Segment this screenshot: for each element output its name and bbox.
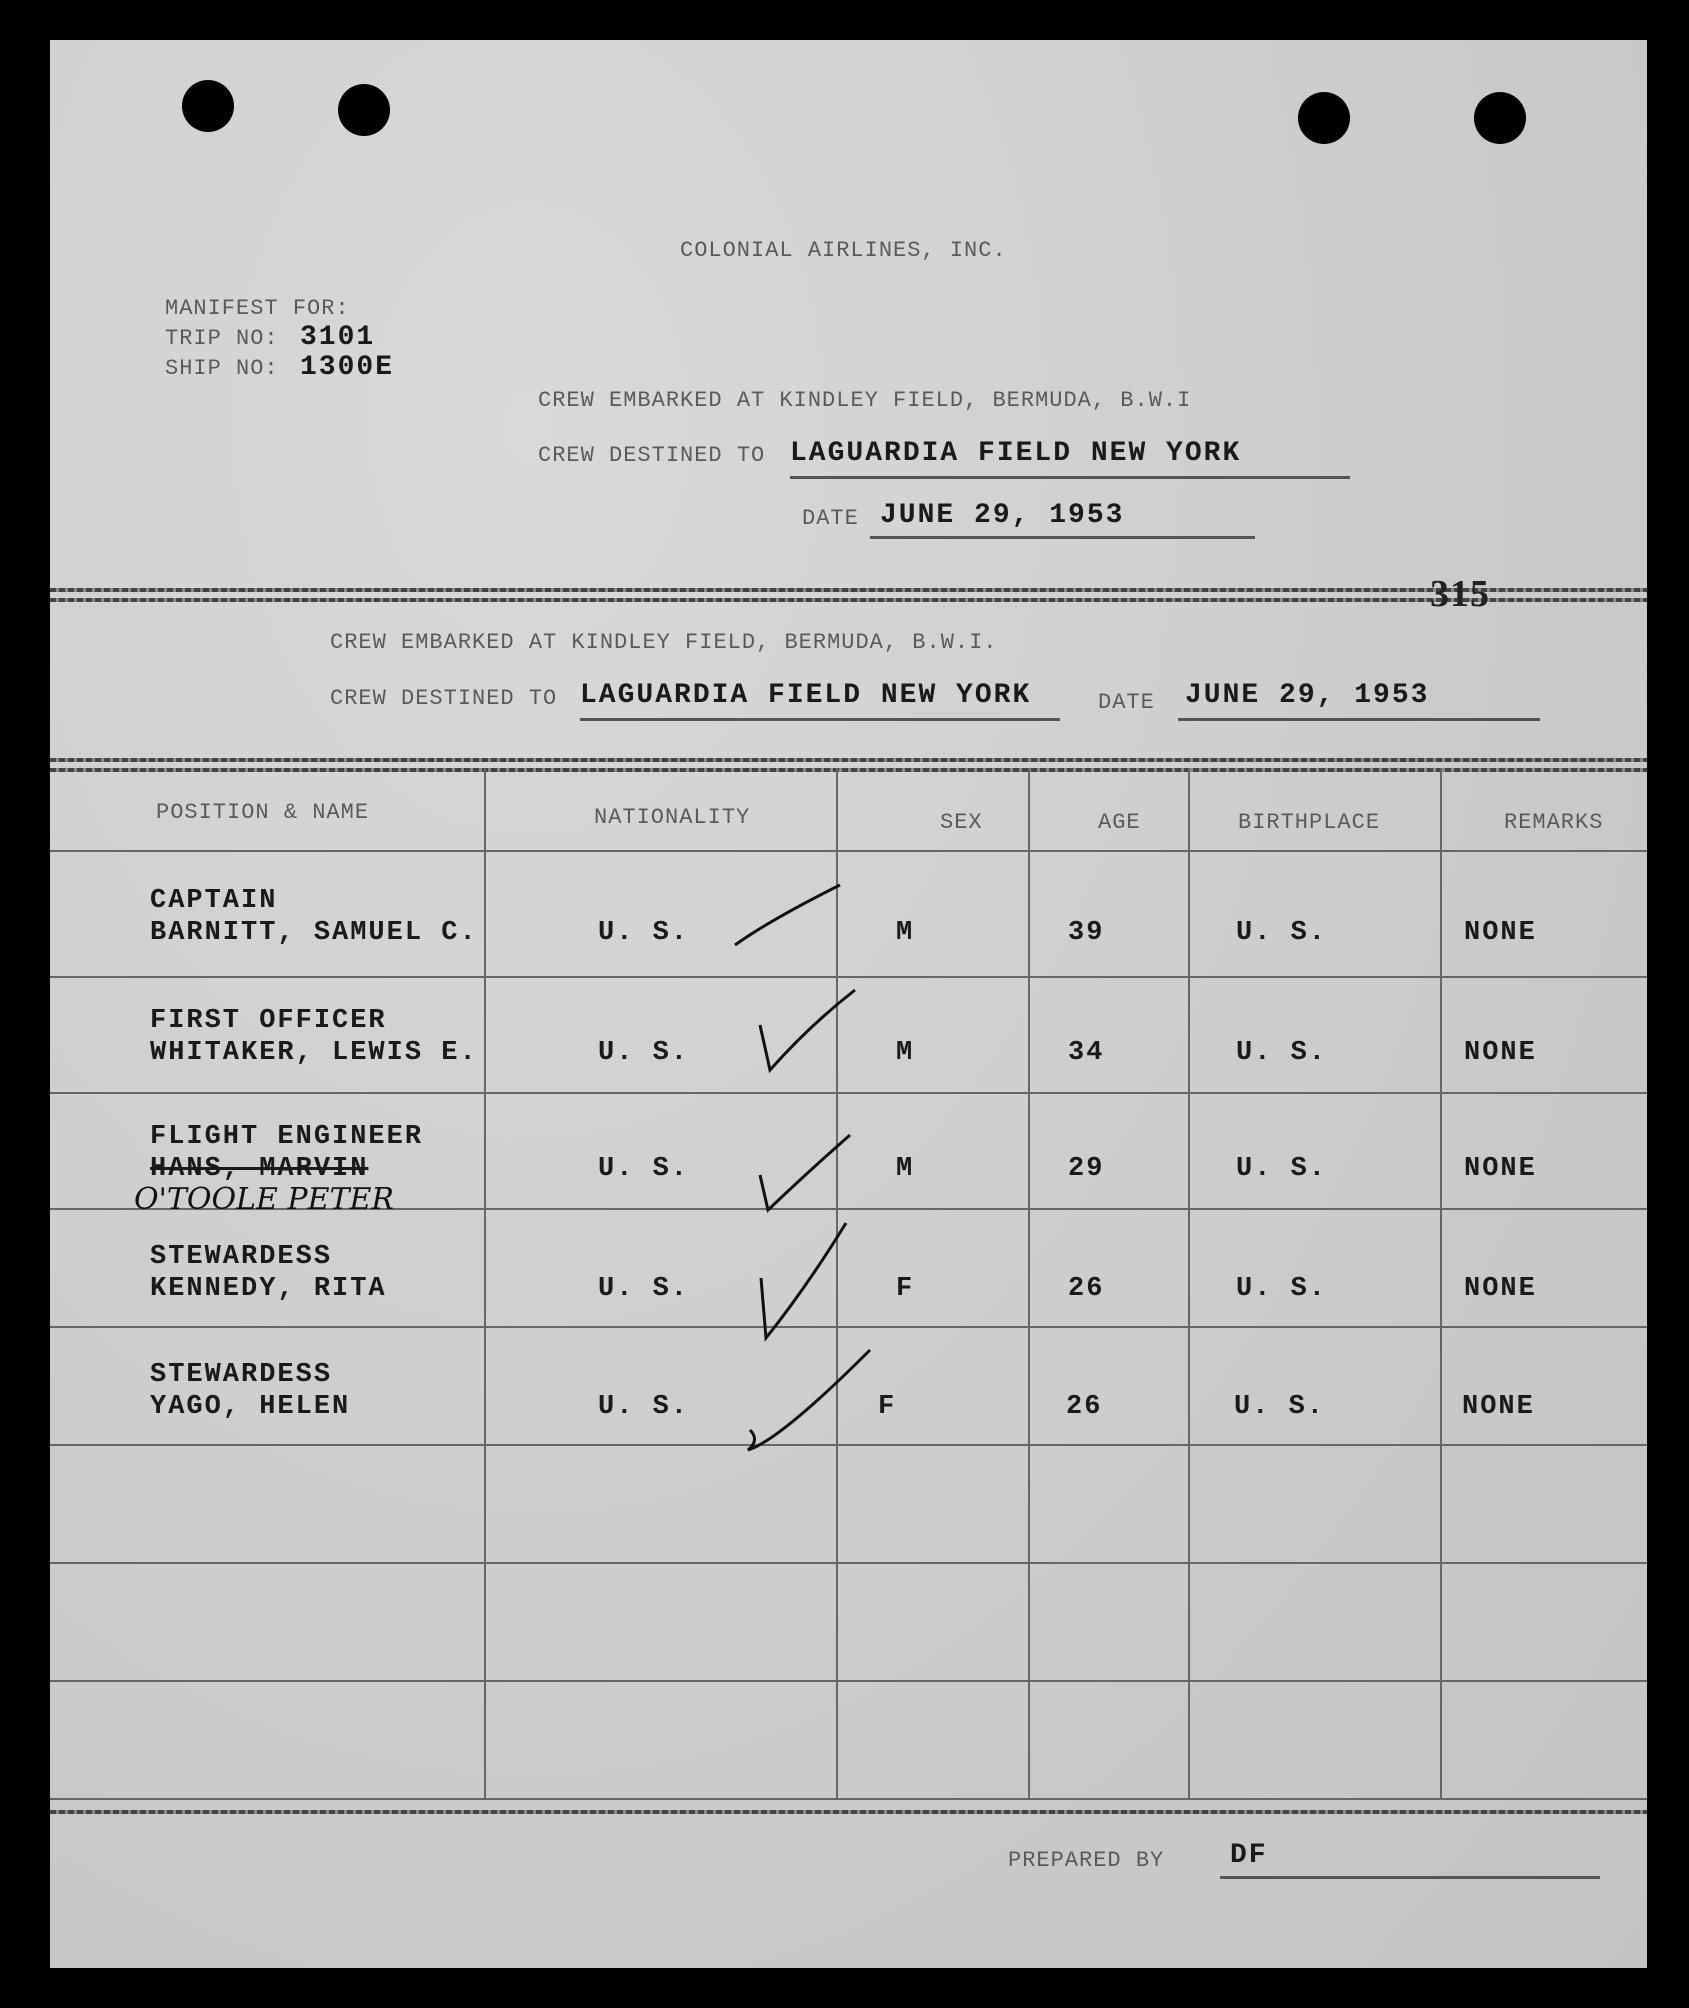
header-remarks: REMARKS [1504, 810, 1604, 835]
row5-remarks: NONE [1462, 1392, 1535, 1422]
second-destined-label: CREW DESTINED TO [330, 686, 558, 711]
row2-position: FIRST OFFICER [150, 1006, 387, 1036]
check-mark-icon [730, 1340, 880, 1460]
top-date-label: DATE [802, 506, 859, 531]
row4-birthplace: U. S. [1236, 1274, 1328, 1304]
row-rule [50, 1680, 1647, 1682]
header-sex: SEX [940, 810, 983, 835]
header-position-name: POSITION & NAME [156, 800, 370, 825]
row2-birthplace: U. S. [1236, 1038, 1328, 1068]
check-mark-icon [750, 1130, 860, 1220]
col-rule [484, 768, 486, 1798]
top-date-underline [870, 536, 1255, 539]
separator-line [50, 598, 1647, 602]
row4-age: 26 [1068, 1274, 1105, 1304]
row4-nationality: U. S. [598, 1274, 690, 1304]
col-rule [1028, 768, 1030, 1798]
row1-nationality: U. S. [598, 918, 690, 948]
table-header-rule [50, 850, 1647, 852]
row1-remarks: NONE [1464, 918, 1537, 948]
row-rule [50, 1798, 1647, 1800]
company-name: COLONIAL AIRLINES, INC. [680, 238, 1007, 263]
second-date-underline [1178, 718, 1540, 721]
prepared-by-underline [1220, 1876, 1600, 1879]
row4-name: KENNEDY, RITA [150, 1274, 387, 1304]
row3-birthplace: U. S. [1236, 1154, 1328, 1184]
top-destined-label: CREW DESTINED TO [538, 443, 766, 468]
check-mark-icon [750, 985, 860, 1095]
row5-name: YAGO, HELEN [150, 1392, 351, 1422]
col-rule [1440, 768, 1442, 1798]
ship-label: SHIP NO: [165, 356, 279, 381]
row4-position: STEWARDESS [150, 1242, 333, 1272]
row2-age: 34 [1068, 1038, 1105, 1068]
header-age: AGE [1098, 810, 1141, 835]
row5-sex: F [878, 1392, 897, 1422]
separator-line [50, 588, 1647, 592]
second-destined-value: LAGUARDIA FIELD NEW YORK [580, 680, 1032, 711]
second-date-label: DATE [1098, 690, 1155, 715]
second-date-value: JUNE 29, 1953 [1185, 680, 1430, 711]
header-nationality: NATIONALITY [594, 805, 751, 830]
row3-nationality: U. S. [598, 1154, 690, 1184]
top-destined-value: LAGUARDIA FIELD NEW YORK [790, 438, 1242, 469]
row1-position: CAPTAIN [150, 886, 278, 916]
row5-position: STEWARDESS [150, 1360, 333, 1390]
manifest-page [50, 40, 1647, 1968]
row1-name: BARNITT, SAMUEL C. [150, 918, 478, 948]
table-top-rule [50, 758, 1647, 762]
row4-remarks: NONE [1464, 1274, 1537, 1304]
ship-value: 1300E [300, 352, 395, 383]
punch-hole [338, 84, 390, 136]
row3-remarks: NONE [1464, 1154, 1537, 1184]
col-rule [1188, 768, 1190, 1798]
row1-age: 39 [1068, 918, 1105, 948]
row3-sex: M [896, 1154, 915, 1184]
trip-value: 3101 [300, 322, 376, 353]
prepared-by-label: PREPARED BY [1008, 1848, 1165, 1873]
header-birthplace: BIRTHPLACE [1238, 810, 1381, 835]
punch-hole [182, 80, 234, 132]
row5-nationality: U. S. [598, 1392, 690, 1422]
row2-name: WHITAKER, LEWIS E. [150, 1038, 478, 1068]
row3-name-struck: HANS, MARVIN [150, 1154, 369, 1184]
row2-remarks: NONE [1464, 1038, 1537, 1068]
table-top-rule [50, 768, 1647, 772]
row4-sex: F [896, 1274, 915, 1304]
top-embarked: CREW EMBARKED AT KINDLEY FIELD, BERMUDA, B.W.I [538, 388, 1192, 413]
row-rule [50, 976, 1647, 978]
top-date-value: JUNE 29, 1953 [880, 500, 1125, 531]
row5-age: 26 [1066, 1392, 1103, 1422]
row1-birthplace: U. S. [1236, 918, 1328, 948]
check-mark-icon [730, 860, 850, 960]
second-embarked: CREW EMBARKED AT KINDLEY FIELD, BERMUDA, B.W.I. [330, 630, 998, 655]
top-destined-underline [790, 476, 1350, 479]
row3-age: 29 [1068, 1154, 1105, 1184]
row5-birthplace: U. S. [1234, 1392, 1326, 1422]
manifest-for-label: MANIFEST FOR: [165, 296, 350, 321]
check-mark-icon [746, 1218, 856, 1348]
page-number: 315 [1430, 573, 1490, 615]
row-rule [50, 1562, 1647, 1564]
trip-label: TRIP NO: [165, 326, 279, 351]
row1-sex: M [896, 918, 915, 948]
prepared-by-value: DF [1230, 1840, 1268, 1871]
row2-nationality: U. S. [598, 1038, 690, 1068]
row3-handwritten-name: O'TOOLE PETER [134, 1182, 394, 1217]
punch-hole [1474, 92, 1526, 144]
punch-hole [1298, 92, 1350, 144]
second-destined-underline [580, 718, 1060, 721]
row3-position: FLIGHT ENGINEER [150, 1122, 424, 1152]
row2-sex: M [896, 1038, 915, 1068]
footer-rule [50, 1810, 1647, 1814]
